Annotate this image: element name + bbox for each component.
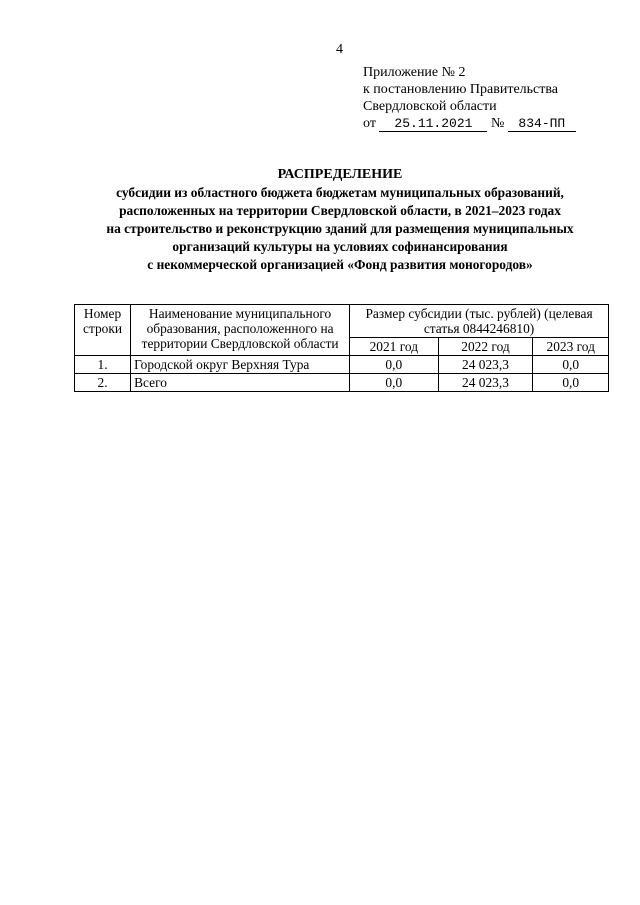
header-year-2022: 2022 год [438,338,533,356]
appendix-resolution: к постановлению Правительства [363,82,559,97]
row-number: 1. [75,356,131,374]
page-number: 4 [336,42,343,57]
municipality-name: Всего [131,374,350,392]
table-header-row [75,305,609,338]
header-municipality-name: Наименование муниципального образования, расположенного на территории Свердловской области [131,305,350,356]
subsidy-table [74,304,609,392]
date-prefix: от [363,116,376,131]
title-line: субсидии из областного бюджета бюджетам муниципальных образований, [116,185,564,200]
appendix-region: Свердловской области [363,99,497,114]
value-2021: 0,0 [350,374,438,392]
title-heading: РАСПРЕДЕЛЕНИЕ [277,167,403,182]
appendix-date-line [363,115,576,132]
value-2021: 0,0 [350,356,438,374]
value-2022: 24 023,3 [438,374,533,392]
title-line: с некоммерческой организацией «Фонд развития моногородов» [147,257,533,272]
header-year-2021: 2021 год [350,338,438,356]
header-year-2023: 2023 год [533,338,609,356]
resolution-number: 834-ПП [508,117,576,132]
title-line: организаций культуры на условиях софинансирования [172,239,508,254]
municipality-name: Городской округ Верхняя Тура [131,356,350,374]
document-title [70,166,610,274]
appendix-header [363,64,576,132]
row-number: 2. [75,374,131,392]
number-prefix: № [490,116,505,131]
title-line: расположенных на территории Свердловской области, в 2021–2023 годах [119,203,561,218]
value-2023: 0,0 [533,356,609,374]
table-row [75,374,609,392]
value-2022: 24 023,3 [438,356,533,374]
table-row [75,356,609,374]
resolution-date: 25.11.2021 [379,117,487,132]
appendix-title: Приложение № 2 [363,65,466,80]
title-line: на строительство и реконструкцию зданий для размещения муниципальных [106,221,574,236]
value-2023: 0,0 [533,374,609,392]
header-subsidy-size: Размер субсидии (тыс. рублей) (целевая статья 0844246810) [350,305,609,338]
header-row-number: Номер строки [75,305,131,356]
